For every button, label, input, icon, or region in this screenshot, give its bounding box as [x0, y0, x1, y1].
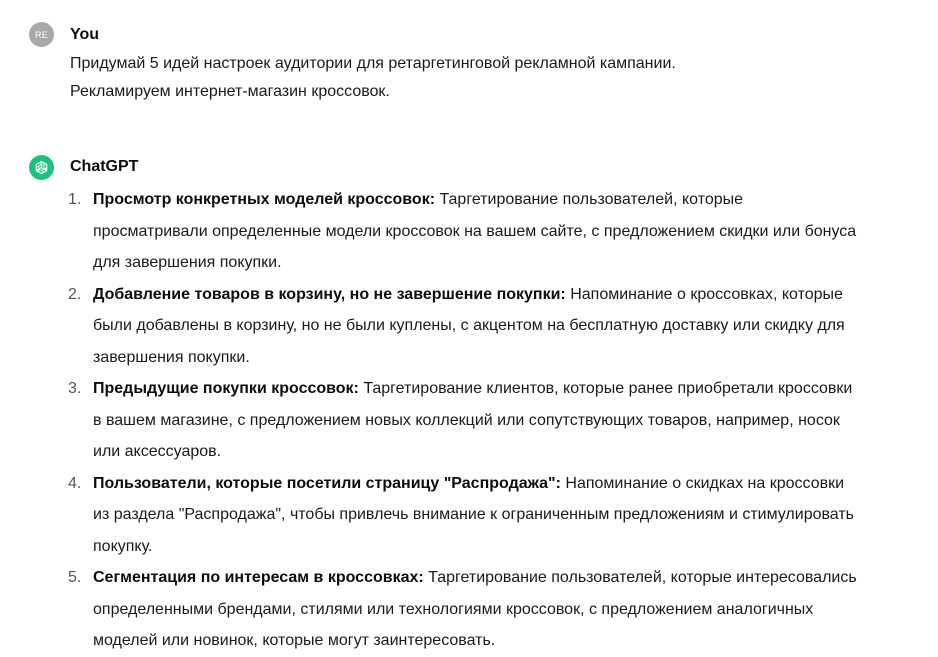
list-item — [70, 279, 860, 374]
list-item-text: Таргетирование пользователей, которые просматривали определенные модели кроссовок на вашем сайте, с предложением скидки или бонуса для завершения покупки. — [93, 191, 857, 271]
list-item-text: Таргетирование клиентов, которые ранее приобретали кроссовки в вашем магазине, с предложением новых коллекций или сопутствующих товаров, например, носок или аксессуаров. — [93, 380, 853, 460]
user-avatar-initials: RE — [35, 29, 48, 40]
list-item-number: 2. — [68, 285, 82, 303]
list-item — [70, 468, 860, 563]
list-item — [70, 373, 860, 468]
user-message-line: Придумай 5 идей настроек аудитории для ретаргетинговой рекламной кампании. — [70, 55, 676, 72]
list-item-number: 5. — [68, 569, 82, 586]
answer-list — [70, 184, 860, 657]
list-item-text: Напоминание о скидках на кроссовки из раздела "Распродажа", чтобы привлечь внимание к ограниченным предложениям и стимулировать покупку. — [93, 474, 855, 555]
assistant-author-name: ChatGPT — [70, 158, 139, 175]
user-message-line: Рекламируем интернет-магазин кроссовок. — [70, 83, 390, 100]
user-avatar — [29, 22, 54, 47]
list-item — [70, 184, 860, 279]
list-item-text: Таргетирование пользователей, которые интересовались определенными брендами, стилями или технологиями кроссовок, с предложением аналогичных моделей или новинок, которые могут заинтересовать. — [93, 569, 857, 649]
list-item-number: 4. — [68, 474, 82, 492]
list-item-number: 1. — [68, 191, 82, 208]
list-item-title: Предыдущие покупки кроссовок: — [93, 380, 359, 397]
openai-logo-icon — [29, 155, 54, 180]
user-message-text — [70, 50, 890, 106]
list-item-title: Пользователи, которые посетили страницу "Распродажа": — [93, 474, 561, 492]
user-author-name: You — [70, 26, 100, 43]
list-item-title: Просмотр конкретных моделей кроссовок: — [93, 191, 436, 208]
list-item-title: Сегментация по интересам в кроссовках: — [93, 569, 424, 586]
list-item-title: Добавление товаров в корзину, но не завершение покупки: — [93, 285, 566, 303]
list-item-number: 3. — [68, 380, 82, 397]
list-item — [70, 562, 860, 657]
list-item-text: Напоминание о кроссовках, которые были добавлены в корзину, но не были куплены, с акцентом на бесплатную доставку или скидку для завершения покупки. — [93, 285, 845, 366]
